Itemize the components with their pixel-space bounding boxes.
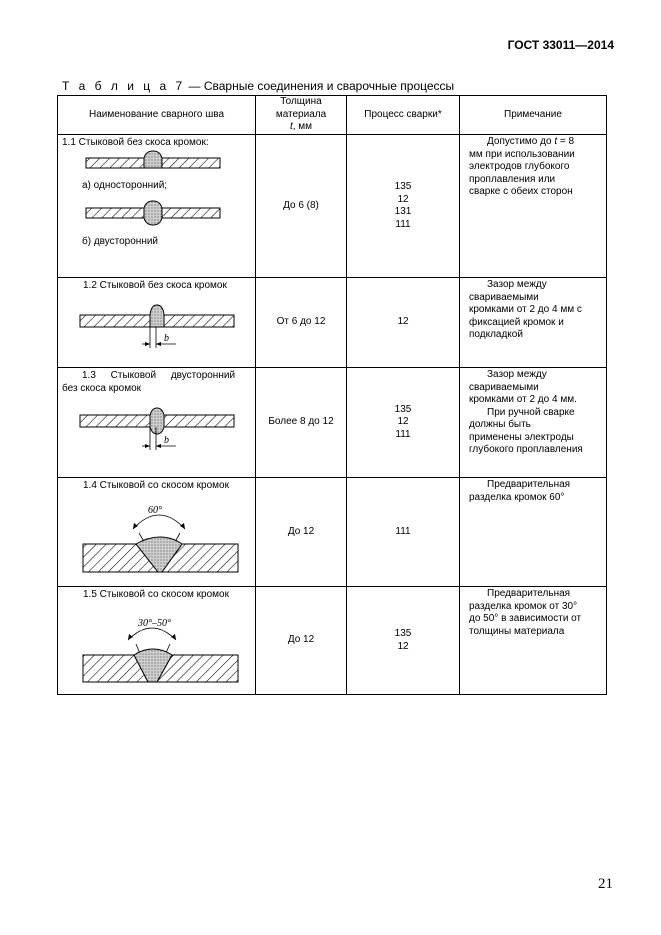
row-1-sub-a: а) односторонний;: [82, 179, 168, 191]
row-3-name-cell: [58, 368, 256, 478]
note-line: свариваемыми: [469, 381, 539, 393]
note-line: глубокого проплавления: [469, 444, 583, 455]
row-1-processes: [347, 135, 460, 278]
row-5-note-text: [460, 587, 606, 638]
row-3-thickness: Более 8 до 12: [256, 368, 347, 478]
row-1-note-value: = 8: [557, 136, 575, 147]
process-item: 111: [395, 525, 411, 537]
row-1-note-text: [460, 135, 606, 199]
header-process: Процесс сварки*: [347, 96, 460, 135]
note-line: электродов глубокого: [469, 161, 570, 172]
process-item: 12: [397, 640, 409, 652]
row-5-processes: [347, 587, 460, 695]
row-3-name-line2: без скоса кромок: [62, 382, 142, 394]
row-4-thickness: До 12: [256, 478, 347, 587]
note-line: проплавления или: [469, 173, 556, 185]
row-1-note-symbol: t: [554, 136, 558, 147]
note-line: Зазор между: [487, 279, 547, 290]
note-line: сварке с обеих сторон: [469, 186, 573, 197]
table-header-row: [58, 96, 607, 135]
process-item: 12: [397, 193, 409, 205]
table-row: [58, 478, 607, 587]
row-4-note-text: [460, 478, 606, 504]
row-2-drawing: [58, 293, 248, 355]
row-1-name: 1.1 Стыковой без скоса кромок:: [62, 137, 209, 148]
table-caption-prefix: Т а б л и ц а 7: [62, 79, 186, 93]
row-4-name: 1.4 Стыковой со скосом кромок: [83, 480, 229, 491]
note-line: до 50° в зависимости от: [469, 613, 582, 624]
row-1-name-cell: [58, 135, 256, 278]
process-item: 12: [397, 316, 409, 328]
note-line: кромками от 2 до 4 мм.: [469, 394, 577, 405]
row-4-processes: [347, 478, 460, 587]
row-5-angle-label: 30°–50°: [138, 617, 171, 629]
row-1-drawing-double: [58, 192, 248, 234]
table-row: [58, 368, 607, 478]
note-line: разделка кромок от 30°: [469, 600, 578, 612]
row-1-note: [460, 135, 607, 278]
note-line: свариваемыми: [469, 291, 539, 303]
row-5-name-cell: [58, 587, 256, 695]
note-line: кромками от 2 до 4 мм с: [469, 304, 582, 315]
row-3-processes: [347, 368, 460, 478]
note-line: При ручной сварке: [487, 406, 575, 418]
row-4-angle-label: 60°: [148, 504, 162, 516]
row-5-note: [460, 587, 607, 695]
header-thickness: [256, 96, 347, 135]
header-thickness-unit: , мм: [292, 121, 313, 133]
row-2-processes: [347, 278, 460, 368]
row-1-sub-b: б) двусторонний: [82, 236, 159, 247]
process-item: 111: [395, 428, 411, 440]
process-item: 135: [394, 403, 412, 415]
note-line: [469, 136, 602, 149]
note-line: фиксацией кромок и: [469, 316, 564, 328]
note-line: Зазор между: [487, 369, 547, 380]
process-item: 135: [394, 628, 412, 639]
header-thickness-line3: [256, 121, 346, 134]
note-line: Предварительная: [487, 588, 571, 599]
row-5-name: 1.5 Стыковой со скосом кромок: [83, 589, 229, 600]
table-row: [58, 278, 607, 368]
header-name: Наименование сварного шва: [58, 96, 256, 135]
row-2-thickness: От 6 до 12: [256, 278, 347, 368]
table-caption-title: — Сварные соединения и сварочные процессы: [188, 79, 455, 93]
standard-number: ГОСТ 33011—2014: [507, 38, 614, 52]
welding-table: [57, 95, 607, 695]
row-3-gap-label: b: [164, 435, 169, 446]
table-row: [58, 587, 607, 695]
header-thickness-symbol: t: [289, 121, 293, 133]
row-1-thickness: До 6 (8): [256, 135, 347, 278]
row-4-note: [460, 478, 607, 587]
header-note: Примечание: [460, 96, 607, 135]
process-item: 131: [394, 206, 412, 217]
row-3-note-text: [460, 368, 606, 457]
note-line: разделка кромок 60°: [469, 491, 565, 503]
header-thickness-line2: материала: [275, 108, 327, 120]
process-item: 111: [395, 218, 411, 230]
note-line: подкладкой: [469, 329, 523, 340]
note-line: применены электроды: [469, 431, 574, 443]
row-5-thickness: До 12: [256, 587, 347, 695]
table-caption: [62, 79, 454, 93]
row-3-name-line1: 1.3 Стыковой двусторонний: [82, 370, 236, 381]
header-thickness-line1: Толщина: [280, 96, 322, 108]
page-number: 21: [598, 876, 613, 892]
process-item: 135: [394, 181, 412, 192]
note-line: Предварительная: [487, 479, 571, 490]
row-4-drawing: [58, 493, 254, 585]
row-2-name-cell: [58, 278, 256, 368]
note-line: толщины материала: [469, 625, 565, 637]
process-item: 12: [397, 416, 409, 428]
row-1-drawing-single: [58, 150, 248, 178]
row-2-name: 1.2 Стыковой без скоса кромок: [83, 280, 227, 291]
row-2-note-text: [460, 278, 606, 342]
note-line: мм при использовании: [469, 148, 575, 160]
row-2-note: [460, 278, 607, 368]
row-2-gap-label: b: [164, 332, 169, 344]
row-3-note: [460, 368, 607, 478]
row-1-note-prefix: Допустимо до: [487, 136, 552, 147]
row-4-name-cell: [58, 478, 256, 587]
note-line: должны быть: [469, 419, 531, 430]
row-3-drawing: [58, 395, 248, 457]
row-5-drawing: [58, 602, 254, 694]
table-row: [58, 135, 607, 278]
